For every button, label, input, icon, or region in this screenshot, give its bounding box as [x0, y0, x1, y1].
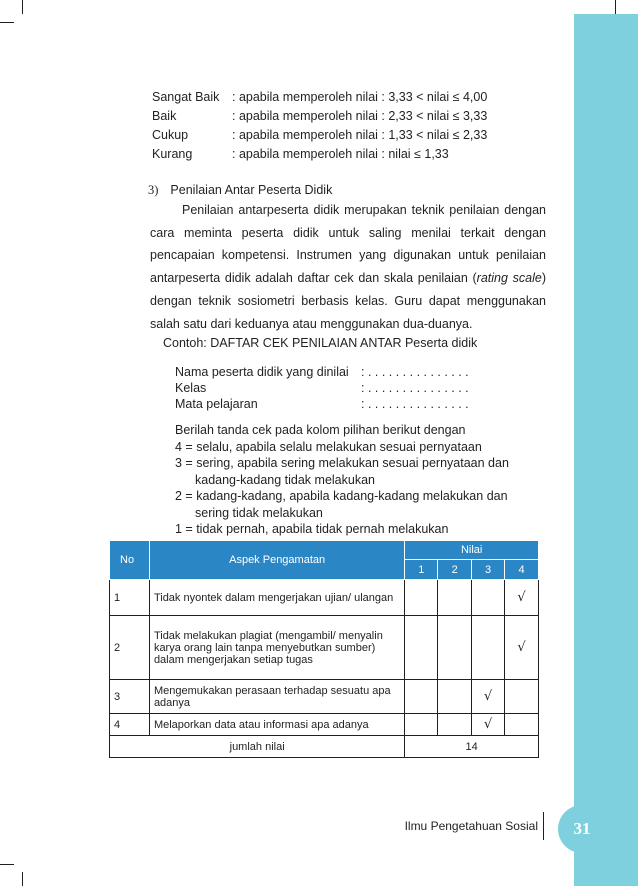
- score-cell: [472, 616, 505, 680]
- example-title: Contoh: DAFTAR CEK PENILAIAN ANTAR Peserta didik: [163, 336, 478, 350]
- page-side-bar: [574, 14, 638, 886]
- crop-mark: [22, 872, 23, 886]
- instruction-line: kadang-kadang tidak melakukan: [195, 472, 375, 487]
- criteria-label: Baik: [152, 109, 177, 123]
- section-number: 3): [148, 183, 159, 197]
- criteria-row: [152, 126, 487, 145]
- criteria-list: [152, 88, 487, 164]
- identity-row: [175, 380, 469, 396]
- identity-label: Nama peserta didik yang dinilai: [175, 365, 349, 379]
- page-number: 31: [558, 805, 606, 853]
- header-score: Nilai: [405, 541, 539, 560]
- criteria-desc: : apabila memperoleh nilai : 2,33 < nilai ≤ 3,33: [232, 109, 488, 123]
- score-cell: √: [505, 580, 539, 616]
- score-cell: √: [472, 714, 505, 736]
- identity-value: : . . . . . . . . . . . . . . .: [361, 397, 469, 411]
- score-cell: [438, 714, 472, 736]
- table-row: [110, 580, 539, 616]
- crop-mark: [0, 864, 14, 865]
- row-number: 2: [110, 616, 150, 680]
- score-cell: [438, 580, 472, 616]
- section-paragraph: [150, 199, 546, 335]
- criteria-desc: : apabila memperoleh nilai : 1,33 < nilai ≤ 2,33: [232, 128, 488, 142]
- footer-divider: [543, 812, 544, 840]
- criteria-row: [152, 107, 487, 126]
- score-cell: [472, 580, 505, 616]
- instruction-line: Berilah tanda cek pada kolom pilihan berikut dengan: [175, 423, 466, 437]
- score-cell: √: [505, 616, 539, 680]
- total-row: [110, 736, 539, 758]
- identity-row: [175, 364, 469, 380]
- instruction-line: 4 = selalu, apabila selalu melakukan sesuai pernyataan: [175, 439, 482, 454]
- criteria-label: Kurang: [152, 147, 193, 161]
- instruction-line: 2 = kadang-kadang, apabila kadang-kadang melakukan dan: [175, 489, 508, 503]
- total-value: 14: [405, 736, 539, 758]
- score-cell: [438, 616, 472, 680]
- header-level: 4: [505, 560, 539, 580]
- header-level: 1: [405, 560, 438, 580]
- criteria-desc: : apabila memperoleh nilai : 3,33 < nilai ≤ 4,00: [232, 90, 488, 104]
- paragraph-italic-term: rating scale: [476, 271, 542, 286]
- instruction-line: 1 = tidak pernah, apabila tidak pernah melakukan: [175, 522, 449, 536]
- section-heading: [148, 183, 332, 198]
- total-label: jumlah nilai: [110, 736, 405, 758]
- score-cell: [405, 680, 438, 714]
- crop-mark: [0, 22, 14, 23]
- header-level: 3: [472, 560, 505, 580]
- criteria-desc: : apabila memperoleh nilai : nilai ≤ 1,33: [232, 147, 449, 161]
- identity-label: Kelas: [175, 381, 207, 395]
- row-aspect: Melaporkan data atau informasi apa adanya: [149, 714, 404, 736]
- score-cell: [505, 680, 539, 714]
- table-row: [110, 714, 539, 736]
- criteria-row: [152, 88, 487, 107]
- header-no: No: [110, 541, 150, 580]
- row-number: 1: [110, 580, 150, 616]
- table-row: [110, 680, 539, 714]
- table-row: [110, 616, 539, 680]
- book-title: Ilmu Pengetahuan Sosial: [404, 819, 538, 833]
- identity-label: Mata pelajaran: [175, 397, 258, 411]
- section-title: Penilaian Antar Peserta Didik: [170, 183, 333, 197]
- scoring-instructions: [175, 422, 509, 538]
- instruction-line: sering tidak melakukan: [195, 505, 323, 520]
- criteria-label: Cukup: [152, 128, 189, 142]
- identity-row: [175, 396, 469, 412]
- identity-value: : . . . . . . . . . . . . . . .: [361, 365, 469, 379]
- instruction-line: 3 = sering, apabila sering melakukan sesuai pernyataan dan: [175, 456, 509, 470]
- score-cell: [438, 680, 472, 714]
- score-cell: √: [472, 680, 505, 714]
- row-number: 3: [110, 680, 150, 714]
- row-aspect: Tidak nyontek dalam mengerjakan ujian/ ulangan: [149, 580, 404, 616]
- criteria-row: [152, 145, 487, 164]
- criteria-label: Sangat Baik: [152, 90, 220, 104]
- score-cell: [405, 616, 438, 680]
- identity-value: : . . . . . . . . . . . . . . .: [361, 381, 469, 395]
- header-aspect: Aspek Pengamatan: [149, 541, 404, 580]
- header-level: 2: [438, 560, 472, 580]
- crop-mark: [615, 0, 616, 14]
- row-aspect: Mengemukakan perasaan terhadap sesuatu apa adanya: [149, 680, 404, 714]
- assessment-table: [109, 540, 539, 758]
- paragraph-text: ) dengan teknik sosiometri berbasis kelas. Guru dapat menggunakan salah satu dari keduanya atau menggunakan dua-duanya.: [150, 271, 546, 331]
- score-cell: [505, 714, 539, 736]
- row-aspect: Tidak melakukan plagiat (mengambil/ menyalin karya orang lain tanpa menyebutkan sumber) dalam mengerjakan setiap tugas: [149, 616, 404, 680]
- identity-fields: [175, 364, 469, 412]
- paragraph-text: Penilaian antarpeserta didik merupakan teknik penilaian dengan cara meminta peserta didik untuk saling menilai terkait dengan pencapaian kompetensi. Instrumen yang digunakan untuk penilaian antarpeserta didik adalah daftar cek dan skala penilaian (: [150, 203, 546, 286]
- row-number: 4: [110, 714, 150, 736]
- crop-mark: [22, 0, 23, 14]
- score-cell: [405, 580, 438, 616]
- score-cell: [405, 714, 438, 736]
